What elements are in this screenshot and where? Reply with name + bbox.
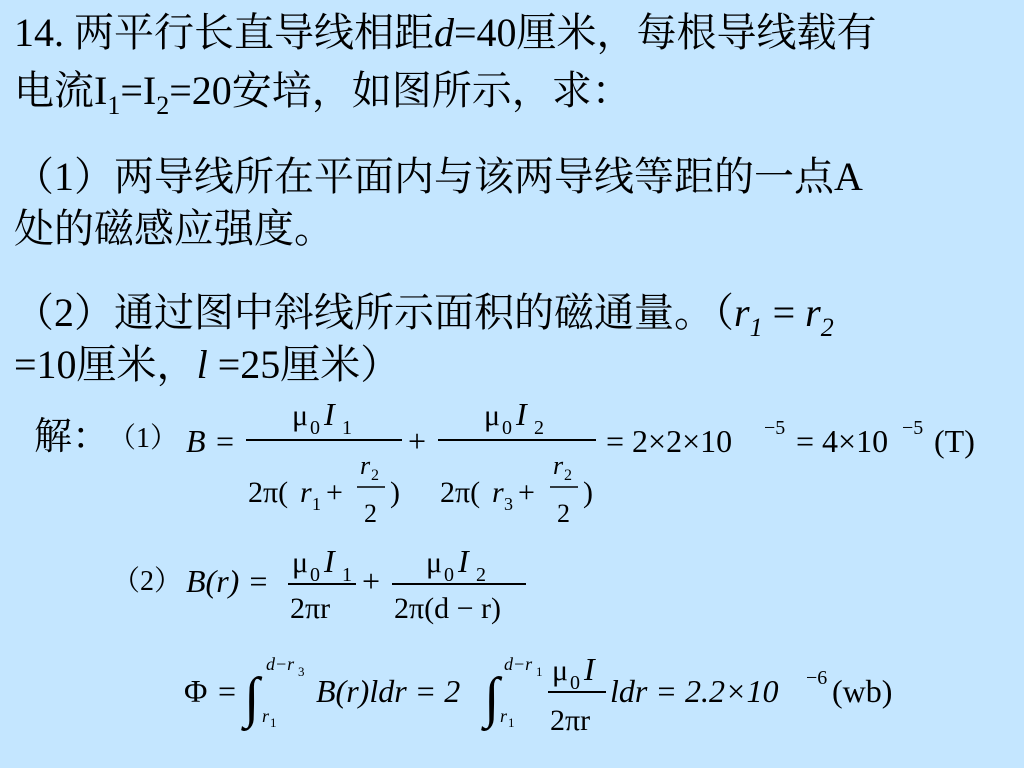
equation-2 [112,543,526,625]
denominator: 2π( [440,476,481,509]
variable-r: r [300,476,312,509]
paren: ) [583,476,593,509]
current-I: I [584,651,595,687]
plus: + [362,563,381,599]
subscript: 2 [371,467,379,484]
mu: μ [292,399,309,432]
integral-upper-limit: d−r [266,654,295,674]
eq1-result: = 2×2×10 [606,423,733,459]
problem-text: =25厘米） [207,342,401,387]
mu: μ [552,654,569,687]
problem-text: （2）通过图中斜线所示面积的磁通量。（ [14,290,734,335]
unit-tesla: (T) [934,423,975,459]
mu: μ [426,546,443,579]
subscript: 2 [820,313,834,342]
variable-d: d [434,10,454,55]
equals: = [218,673,237,709]
variable-r: r [360,451,371,480]
subscript: 0 [444,564,454,586]
subscript: 0 [310,564,320,586]
denominator: 2 [364,499,377,528]
eq1-result: = 4×10 [796,423,889,459]
subscript: 1 [536,664,543,679]
step2-label: （2） [112,566,183,597]
phi: Φ [184,673,208,709]
part1-line-2: 处的磁感应强度。 [14,206,334,251]
eq1-equals: = [216,423,235,459]
current-I: I [324,543,335,579]
subscript: 1 [749,313,763,342]
paren: ) [390,476,400,509]
mu: μ [292,546,309,579]
integral-lower-limit: r [500,706,508,726]
exponent: −5 [764,417,786,439]
equation-1 [186,396,975,528]
eq3-body: B(r)ldr = 2 [316,673,461,709]
integral-sign: ∫ [244,667,260,729]
integral-upper-limit: d−r [504,654,533,674]
variable-l: l [196,342,208,387]
subscript: 3 [504,494,513,514]
subscript: 2 [534,417,544,439]
subscript: 3 [298,664,305,679]
problem-text: =40厘米，每根导线载有 [454,10,877,55]
current-I: I [324,396,335,432]
subscript: 1 [342,417,352,439]
subscript: 2 [476,564,486,586]
unit-weber: (wb) [832,673,893,709]
variable-r: r [492,476,504,509]
variable-r: r [805,290,821,335]
eq1-lhs: B [186,423,206,459]
subscript: 1 [342,564,352,586]
subscript: 1 [312,494,321,514]
denominator: 2πr [550,704,591,737]
current-I: I [458,543,469,579]
denominator: 2π( [248,476,289,509]
current-I: I [516,396,527,432]
variable-r: r [553,451,564,480]
subscript: 0 [502,417,512,439]
problem-text: =20安培，如图所示，求： [169,68,632,113]
integral-lower-limit: r [262,706,270,726]
problem-text: 14. 两平行长直导线相距 [14,10,434,55]
denominator: 2πr [290,592,331,625]
subscript: 1 [270,715,277,730]
denominator: 2 [557,499,570,528]
plus: + [518,476,535,509]
equation-3 [184,651,892,737]
subscript: 2 [564,467,572,484]
plus: + [408,423,427,459]
problem-text: =I [120,68,157,113]
equals: = [762,290,806,335]
subscript: 1 [508,715,515,730]
subscript: 0 [310,417,320,439]
plus: + [326,476,343,509]
eq3-result: ldr = 2.2×10 [610,673,779,709]
eq2-lhs: B(r) = [186,563,269,599]
subscript: 2 [156,91,170,120]
part1-line-1: （1）两导线所在平面内与该两导线等距的一点A [14,154,863,199]
denominator: 2π(d − r) [394,592,502,625]
integral-sign: ∫ [484,667,500,729]
subscript: 1 [107,91,121,120]
solution-label: 解： [34,416,111,458]
problem-text: =10厘米， [14,342,197,387]
mu: μ [484,399,501,432]
problem-text: 电流I [14,68,108,113]
step1-label: （1） [108,423,179,454]
variable-r: r [734,290,750,335]
exponent: −5 [902,417,924,439]
subscript: 0 [570,672,580,694]
exponent: −6 [806,667,828,689]
